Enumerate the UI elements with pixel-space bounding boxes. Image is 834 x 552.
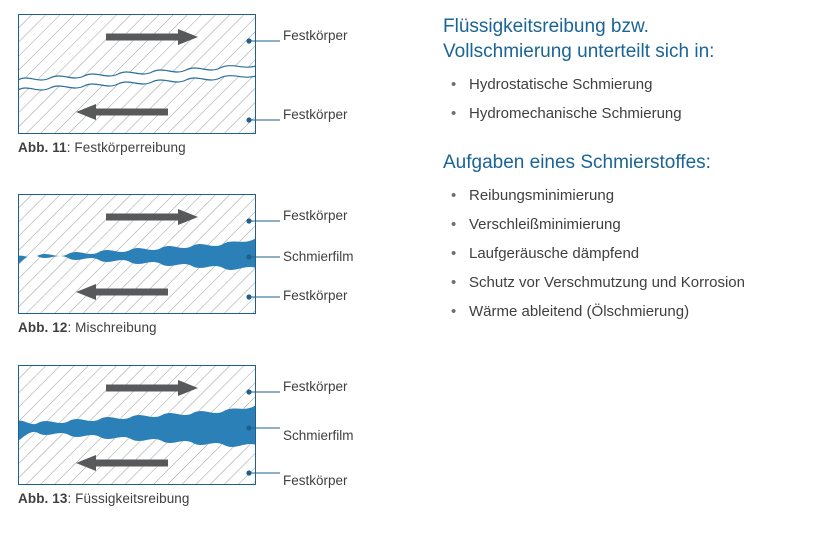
figure-11-caption-text: : Festkörperreibung <box>66 140 186 155</box>
figure-12-callout-festkoerper-bottom: Festkörper <box>283 288 348 303</box>
leader-dot-bottom <box>246 294 251 299</box>
figure-13-callout-festkoerper-top: Festkörper <box>283 379 348 394</box>
figure-12-caption-text: : Mischreibung <box>67 320 157 335</box>
leader-dot-bottom <box>246 117 251 122</box>
figure-12-callout-festkoerper-top: Festkörper <box>283 208 348 223</box>
leader-dot-middle <box>246 425 251 430</box>
leader-dot-top <box>246 218 251 223</box>
figure-11-graphic <box>18 14 256 134</box>
list-item: • Reibungsminimierung <box>443 181 818 210</box>
figure-13-callout-schmierfilm: Schmierfilm <box>283 428 354 443</box>
section-2-heading <box>443 150 818 175</box>
figure-mischreibung <box>18 194 256 335</box>
section-1-heading <box>443 14 818 64</box>
leader-dot-bottom <box>246 470 251 475</box>
section-1-heading-line1: Flüssigkeitsreibung bzw. <box>443 16 649 37</box>
figure-13-caption <box>18 491 256 506</box>
figure-festkoerperreibung <box>18 14 256 155</box>
figure-12-label: Abb. 12 <box>18 320 68 335</box>
figure-13-caption-text: : Füssigkeitsreibung <box>67 491 190 506</box>
list-item: • Schutz vor Verschmutzung und Korrosion <box>443 268 818 297</box>
list-item: • Hydrostatische Schmierung <box>443 70 818 99</box>
section-spacer <box>443 128 818 150</box>
figure-11-label: Abb. 11 <box>18 140 67 155</box>
section-1-heading-line2: Vollschmierung unterteilt sich in: <box>443 41 715 62</box>
figure-12-callout-schmierfilm: Schmierfilm <box>283 249 354 264</box>
section-2-list <box>443 181 818 326</box>
list-item: • Laufgeräusche dämpfend <box>443 239 818 268</box>
figure-11-callout-festkoerper-bottom: Festkörper <box>283 107 348 122</box>
section-2-heading-line1: Aufgaben eines Schmierstoffes: <box>443 152 711 173</box>
figure-13-graphic <box>18 365 256 485</box>
list-item: • Hydromechanische Schmierung <box>443 99 818 128</box>
right-text-column <box>443 14 818 326</box>
leader-dot-middle <box>246 254 251 259</box>
list-item: • Wärme ableitend (Ölschmierung) <box>443 297 818 326</box>
list-item: • Verschleißminimierung <box>443 210 818 239</box>
figure-12-caption <box>18 320 256 335</box>
figure-13-label: Abb. 13 <box>18 491 68 506</box>
figure-fluessigkeitsreibung <box>18 365 256 506</box>
section-1-list <box>443 70 818 128</box>
figure-11-callout-festkoerper-top: Festkörper <box>283 28 348 43</box>
figure-12-graphic <box>18 194 256 314</box>
leader-dot-top <box>246 38 251 43</box>
leader-dot-top <box>246 389 251 394</box>
figure-13-callout-festkoerper-bottom: Festkörper <box>283 473 348 488</box>
figure-11-caption <box>18 140 256 155</box>
